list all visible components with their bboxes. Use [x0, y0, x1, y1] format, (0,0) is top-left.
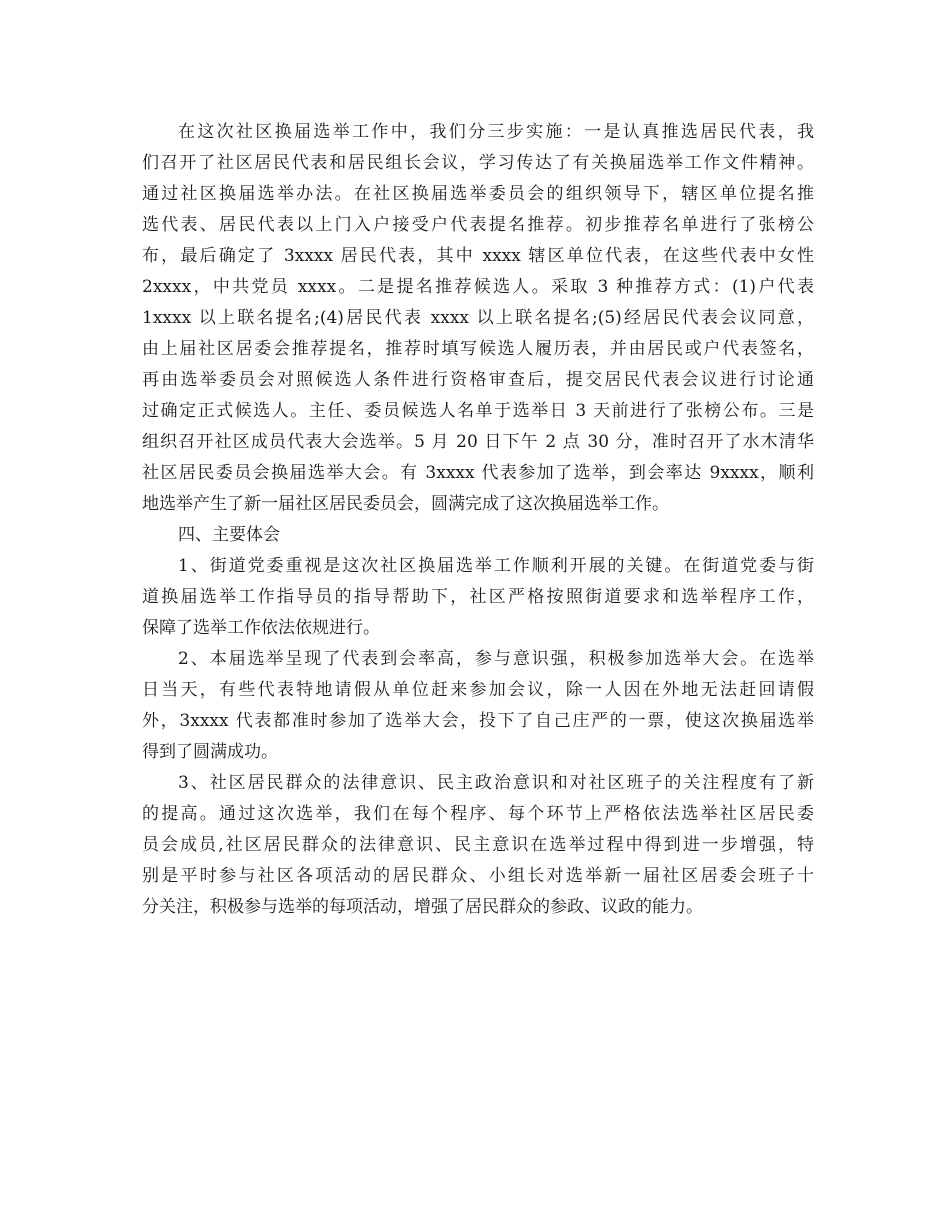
text-line: 布，最后确定了 3xxxx 居民代表，其中 xxxx 辖区单位代表，在这些代表中女性 — [142, 246, 814, 266]
paragraph-experience-2 — [142, 644, 814, 768]
text-line: 过确定正式候选人。主任、委员候选人名单于选举日 3 天前进行了张榜公布。三是 — [142, 401, 814, 421]
text-line: 保障了选举工作依法依规进行。 — [142, 618, 380, 638]
text-line: 1xxxx 以上联名提名;(4)居民代表 xxxx 以上联名提名;(5)经居民代表会议同意， — [142, 308, 814, 328]
text-line: 由上届社区居委会推荐提名，推荐时填写候选人履历表，并由居民或户代表签名， — [142, 339, 814, 359]
text-line: 分关注，积极参与选举的每项活动，增强了居民群众的参政、议政的能力。 — [142, 897, 703, 917]
text-line: 的提高。通过这次选举，我们在每个程序、每个环节上严格依法选举社区居民委 — [142, 804, 814, 824]
document-body — [142, 117, 814, 923]
text-line: 道换届选举工作指导员的指导帮助下，社区严格按照街道要求和选举程序工作， — [142, 587, 814, 607]
text-line: 组织召开社区成员代表大会选举。5 月 20 日下午 2 点 30 分，准时召开了水木清华 — [142, 432, 814, 452]
text-line: 们召开了社区居民代表和居民组长会议，学习传达了有关换届选举工作文件精神。 — [142, 153, 814, 173]
text-line: 社区居民委员会换届选举大会。有 3xxxx 代表参加了选举，到会率达 9xxxx，顺利 — [142, 463, 814, 483]
text-line: 2xxxx，中共党员 xxxx。二是提名推荐候选人。采取 3 种推荐方式：(1)户代表 — [142, 277, 814, 297]
text-line: 选代表、居民代表以上门入户接受户代表提名推荐。初步推荐名单进行了张榜公 — [142, 215, 814, 235]
text-line: 外，3xxxx 代表都准时参加了选举大会，投下了自己庄严的一票，使这次换届选举 — [142, 711, 814, 731]
text-line: 员会成员,社区居民群众的法律意识、民主意识在选举过程中得到进一步增强，特 — [142, 835, 814, 855]
text-line: 3、社区居民群众的法律意识、民主政治意识和对社区班子的关注程度有了新 — [178, 773, 814, 793]
text-line: 2、本届选举呈现了代表到会率高，参与意识强，积极参加选举大会。在选举 — [178, 649, 814, 669]
paragraph-experience-1 — [142, 551, 814, 644]
text-line: 通过社区换届选举办法。在社区换届选举委员会的组织领导下，辖区单位提名推 — [142, 184, 814, 204]
paragraph-election-steps — [142, 117, 814, 520]
text-line: 日当天，有些代表特地请假从单位赶来参加会议，除一人因在外地无法赶回请假 — [142, 680, 814, 700]
section-heading-text: 四、主要体会 — [178, 525, 280, 545]
text-line: 1、街道党委重视是这次社区换届选举工作顺利开展的关键。在街道党委与街 — [178, 556, 814, 576]
paragraph-experience-3 — [142, 768, 814, 923]
text-line: 别是平时参与社区各项活动的居民群众、小组长对选举新一届社区居委会班子十 — [142, 866, 814, 886]
text-line: 地选举产生了新一届社区居民委员会，圆满完成了这次换届选举工作。 — [142, 494, 669, 514]
section-heading — [142, 520, 814, 551]
text-line: 再由选举委员会对照候选人条件进行资格审查后，提交居民代表会议进行讨论通 — [142, 370, 814, 390]
text-line: 在这次社区换届选举工作中，我们分三步实施：一是认真推选居民代表，我 — [178, 122, 814, 142]
text-line: 得到了圆满成功。 — [142, 742, 278, 762]
